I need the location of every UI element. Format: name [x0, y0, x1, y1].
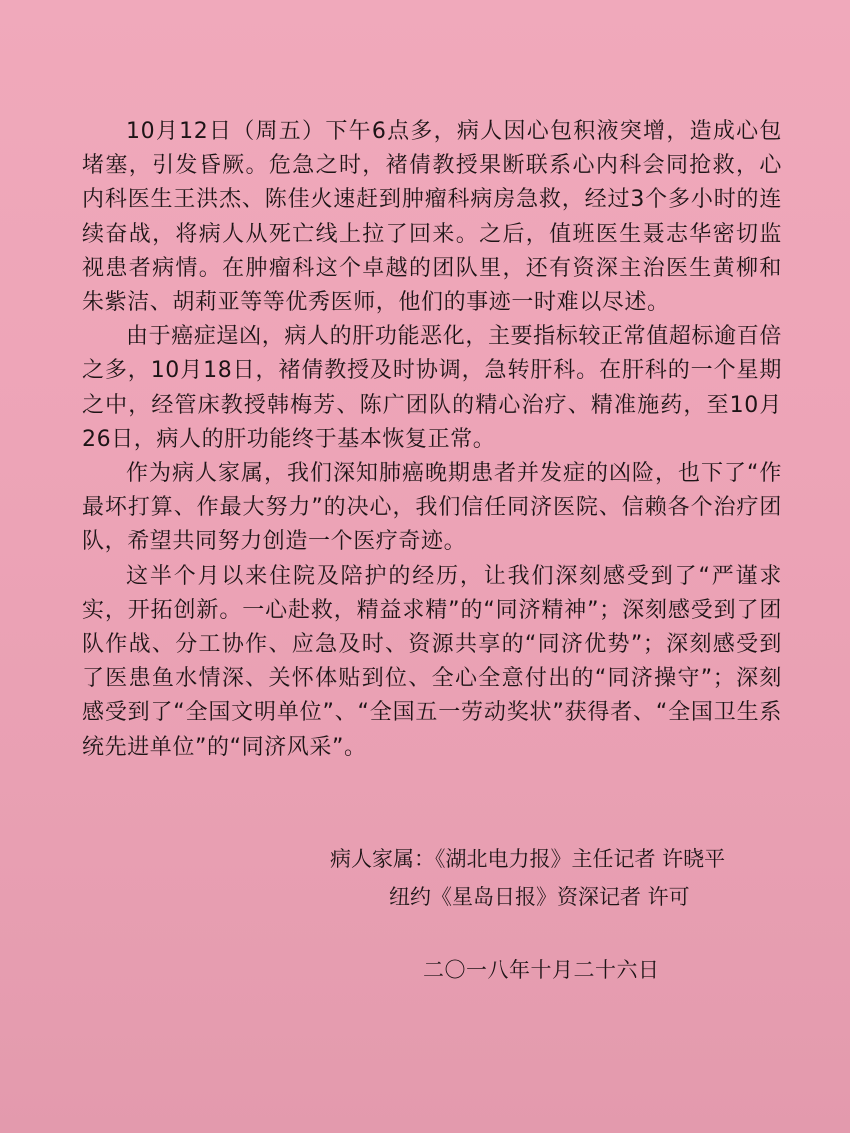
- signature-line-2: 纽约《星岛日报》资深记者 许可: [389, 885, 690, 909]
- signature-line-1: 病人家属：《湖北电力报》主任记者 许晓平: [330, 847, 726, 871]
- letter-body: [82, 115, 782, 765]
- paragraph-family-resolve: 作为病人家属，我们深知肺癌晚期患者并发症的凶险，也下了“作最坏打算、作最大努力”的决心，我们信任同济医院、信赖各个治疗团队，希望共同努力创造一个医疗奇迹。: [82, 461, 782, 555]
- paragraph-gratitude: 这半个月以来住院及陪护的经历，让我们深刻感受到了“严谨求实，开拓创新。一心赴救，精益求精”的“同济精神”；深刻感受到了团队作战、分工协作、应急及时、资源共享的“同济优势”；深刻感受到了医患鱼水情深、关怀体贴到位、全心全意付出的“同济操守”；深刻感受到了“全国文明单位”、“全国五一劳动奖状”获得者、“全国卫生系统先进单位”的“同济风采”。: [82, 563, 782, 760]
- paragraph-cardiac-emergency: 10月12日（周五）下午6点多，病人因心包积液突增，造成心包堵塞，引发昏厥。危急之时，褚倩教授果断联系心内科会同抢救，心内科医生王洪杰、陈佳火速赶到肿瘤科病房急救，经过3个多小时的连续奋战，将病人从死亡线上拉了回来。之后，值班医生聂志华密切监视患者病情。在肿瘤科这个卓越的团队里，还有资深主治医生黄柳和朱紫洁、胡莉亚等等优秀医师，他们的事迹一时难以尽述。: [82, 119, 782, 316]
- letter-date: 二〇一八年十月二十六日: [423, 958, 660, 982]
- paragraph-liver-treatment: 由于癌症逞凶，病人的肝功能恶化，主要指标较正常值超标逾百倍之多，10月18日，褚倩教授及时协调，急转肝科。在肝科的一个星期之中，经管床教授韩梅芳、陈广团队的精心治疗、精准施药，至10月26日，病人的肝功能终于基本恢复正常。: [82, 324, 782, 452]
- signature-block: [330, 840, 800, 916]
